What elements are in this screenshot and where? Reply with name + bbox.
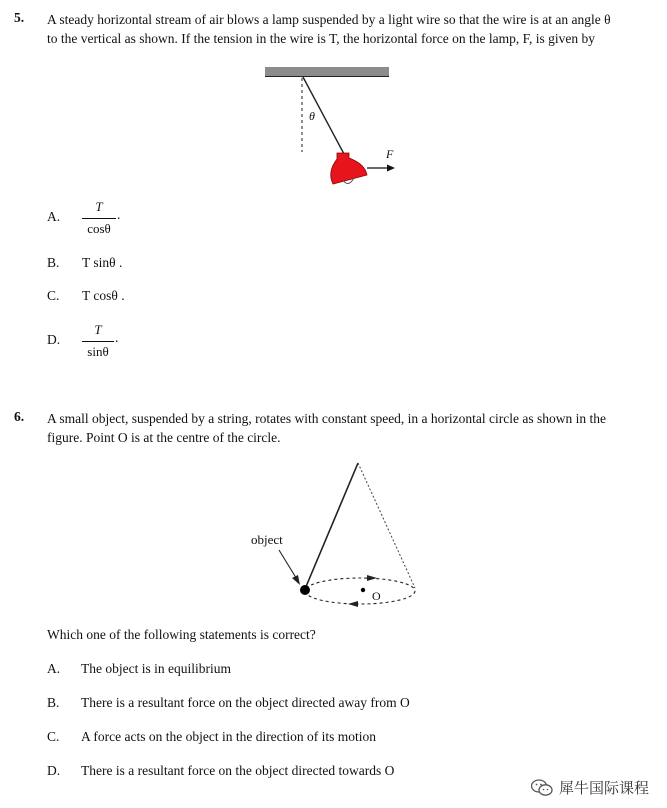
string <box>305 463 358 589</box>
centre-point <box>361 588 365 592</box>
lamp-diagram <box>255 60 415 195</box>
q5-option-d-fraction <box>82 322 114 360</box>
q6-text-line2: figure. Point O is at the centre of the circle. <box>47 430 281 445</box>
q5-option-a-suffix: . <box>117 207 121 222</box>
wechat-icon <box>531 779 553 797</box>
motion-arrow-bottom <box>348 601 358 607</box>
q6-prompt: Which one of the following statements is correct? <box>47 627 316 642</box>
conical-pendulum-diagram <box>245 455 425 615</box>
object-label: object <box>251 532 283 547</box>
q6-number: 6. <box>14 409 25 424</box>
q6-option-b-text: There is a resultant force on the object directed away from O <box>81 695 410 710</box>
ceiling-bar <box>265 67 389 76</box>
object-pointer-line <box>279 550 298 581</box>
watermark <box>531 777 649 798</box>
theta-label: θ <box>309 109 315 123</box>
q5-number: 5. <box>14 10 25 25</box>
watermark-text: 犀牛国际课程 <box>558 779 649 797</box>
q5-option-d-numerator: T <box>94 322 102 337</box>
force-label: F <box>386 147 394 161</box>
q6-option-a-text: The object is in equilibrium <box>81 661 231 676</box>
q5-option-c-text: T cosθ . <box>82 288 125 303</box>
q5-option-a-letter: A. <box>47 209 61 224</box>
centre-label: O <box>372 589 381 603</box>
q6-option-c-letter: C. <box>47 729 60 744</box>
q5-text-line2: to the vertical as shown. If the tension in the wire is T, the horizontal force on the lamp, F, is given by <box>47 31 596 46</box>
q5-option-d-letter: D. <box>47 332 61 347</box>
q5-option-a-fraction <box>82 199 116 237</box>
q5-text-line1: A steady horizontal stream of air blows a lamp suspended by a light wire so that the wire is at an angle θ <box>47 12 611 27</box>
q5-option-d-denominator: sinθ <box>87 344 109 359</box>
q6-option-a-letter: A. <box>47 661 61 676</box>
circular-path <box>305 578 415 604</box>
q6-option-c-text: A force acts on the object in the direction of its motion <box>81 729 377 744</box>
motion-arrow-top <box>367 575 377 581</box>
q5-option-c-letter: C. <box>47 288 60 303</box>
q5-option-d-suffix: . <box>115 330 119 345</box>
q6-option-d-letter: D. <box>47 763 61 778</box>
object-pointer-head <box>292 575 300 585</box>
q6-text-line1: A small object, suspended by a string, rotates with constant speed, in a horizontal circle as shown in the <box>47 411 606 426</box>
q5-option-b-text: T sinθ . <box>82 255 123 270</box>
q5-option-b-letter: B. <box>47 255 60 270</box>
lamp <box>331 153 367 184</box>
object-ball <box>300 585 310 595</box>
q6-option-b-letter: B. <box>47 695 60 710</box>
q5-option-a-numerator: T <box>95 199 103 214</box>
q5-option-a-denominator: cosθ <box>87 221 111 236</box>
force-arrow-head <box>387 165 395 172</box>
cone-dotted-edge <box>358 463 415 588</box>
q6-option-d-text: There is a resultant force on the object directed towards O <box>81 763 395 778</box>
